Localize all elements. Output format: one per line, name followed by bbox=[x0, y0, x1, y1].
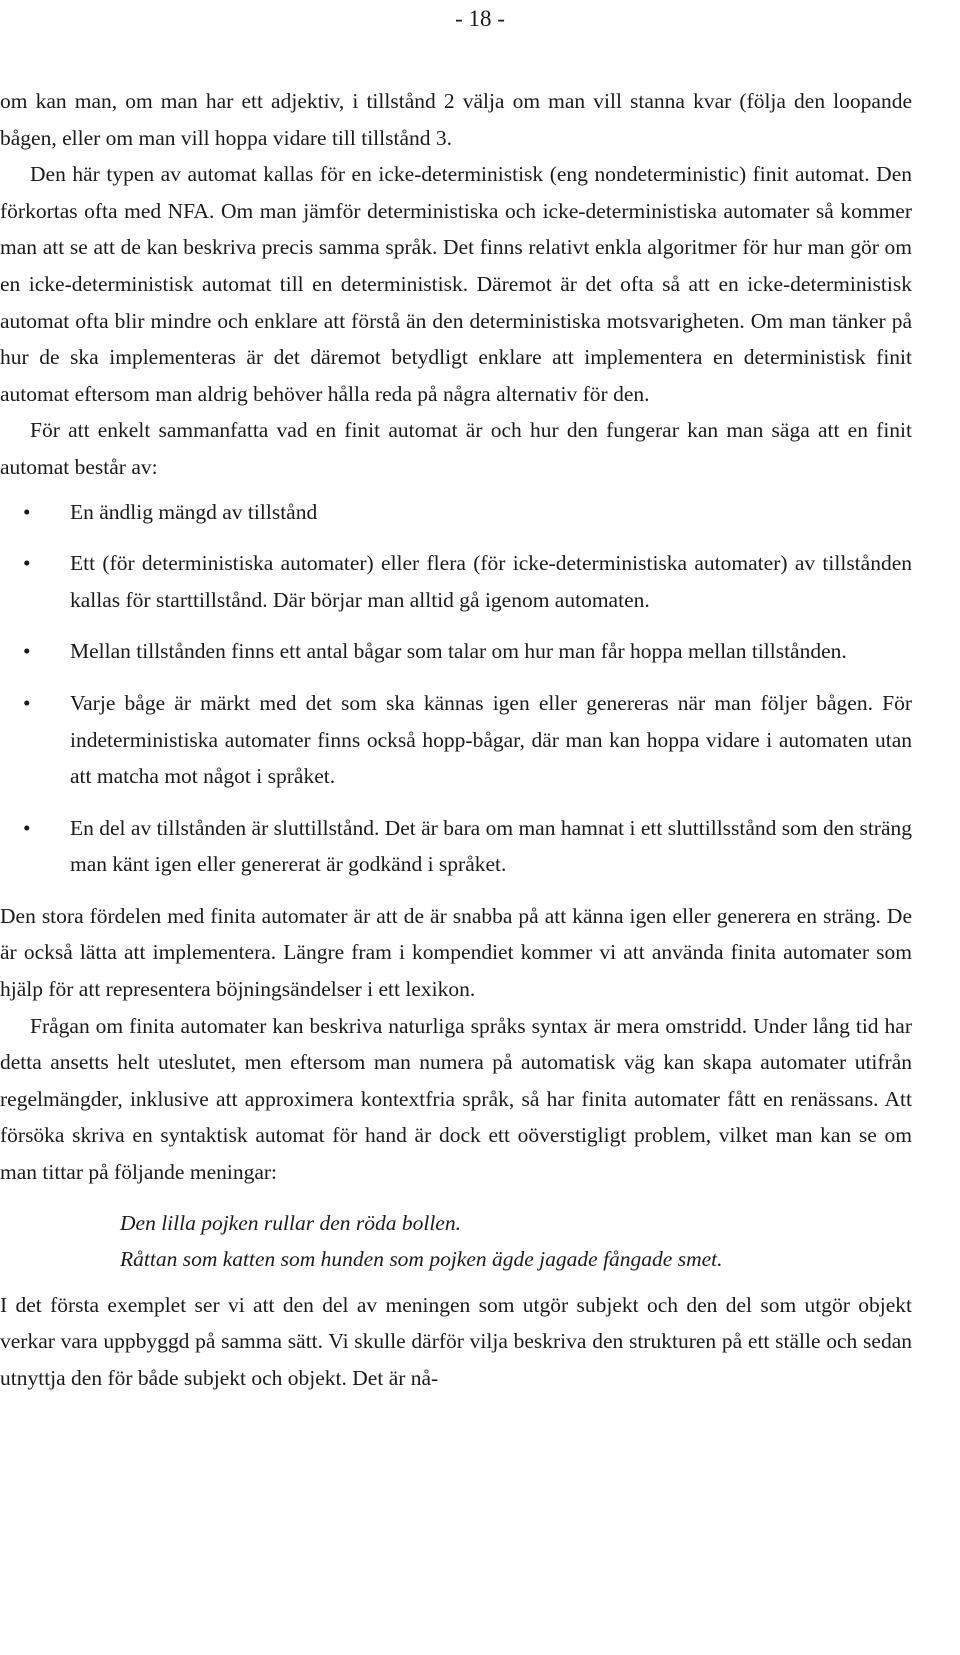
paragraph-advantages: Den stora fördelen med finita automater är att de är snabba på att känna igen eller generera en sträng. De är också lätta att implementera. Längre fram i kompendiet kommer vi att använda finita automater som hjälp för att representera böjningsändelser i ett lexikon. bbox=[0, 903, 912, 1002]
paragraph-first-example: I det första exemplet ser vi att den del av meningen som utgör subjekt och den del som utgör objekt verkar vara uppbyggd på samma sätt. Vi skulle därför vilja beskriva den strukturen på ett ställe och sedan utnyttja den för både subjekt och objekt. Det är nå- bbox=[0, 1292, 912, 1390]
page-number: - 18 - bbox=[455, 6, 505, 31]
automaton-components-list bbox=[0, 494, 912, 883]
list-item: • Mellan tillstånden finns ett antal bågar som talar om hur man får hoppa mellan tillstånden. bbox=[70, 633, 912, 670]
list-item: • En del av tillstånden är sluttillstånd. Det är bara om man hamnat i ett sluttillsstånd som den sträng man känt igen eller genererat är godkänd i språket. bbox=[70, 810, 912, 883]
example-sentence: Råttan som katten som hunden som pojken ägde jagade fångade smet. bbox=[120, 1246, 723, 1271]
paragraph-nfa: Den här typen av automat kallas för en icke-deterministisk (eng nondeterministic) finit automat. Den förkortas ofta med NFA. Om man jämför deterministiska och icke-deterministiska automater så kommer man att se att de kan beskriva precis samma språk. Det finns relativt enkla algoritmer för hur man gör om en icke-deterministisk automat till en deterministisk. Däremot är det ofta så att en icke-deterministisk automat ofta blir mindre och enklare att förstå än den deterministiska motsvarigheten. Om man tänker på hur de ska implementeras är det däremot betydligt enklare att implementera en deterministisk finit automat eftersom man aldrig behöver hålla reda på några alternativ för den. bbox=[0, 162, 912, 406]
example-sentence: Den lilla pojken rullar den röda bollen. bbox=[120, 1210, 461, 1235]
paragraph-summary-intro: För att enkelt sammanfatta vad en finit automat är och hur den fungerar kan man säga att en finit automat består av: bbox=[0, 418, 912, 479]
list-item: • Varje båge är märkt med det som ska kännas igen eller genereras när man följer bågen. För indeterministiska automater finns också hopp-bågar, där man kan hoppa vidare i automaten utan att matcha mot något i språket. bbox=[70, 685, 912, 795]
list-item: • Ett (för deterministiska automater) eller flera (för icke-deterministiska automater) av tillstånden kallas för starttillstånd. Där börjar man alltid gå igenom automaten. bbox=[70, 545, 912, 618]
list-item: • En ändlig mängd av tillstånd bbox=[70, 494, 912, 531]
paragraph-continuation: om kan man, om man har ett adjektiv, i tillstånd 2 välja om man vill stanna kvar (följa den loopande bågen, eller om man vill hoppa vidare till tillstånd 3. bbox=[0, 89, 912, 150]
paragraph-syntax: Frågan om finita automater kan beskriva naturliga språks syntax är mera omstridd. Under lång tid har detta ansetts helt uteslutet, men eftersom man numera på automatisk väg kan skapa automater utifrån regelmängder, inklusive att approximera kontextfria språk, så har finita automater fått en renässans. Att försöka skriva en syntaktisk automat för hand är dock ett oöverstigligt problem, vilket man kan se om man tittar på följande meningar: bbox=[0, 1013, 912, 1185]
example-sentences bbox=[120, 1205, 912, 1277]
page-body bbox=[0, 83, 912, 1396]
